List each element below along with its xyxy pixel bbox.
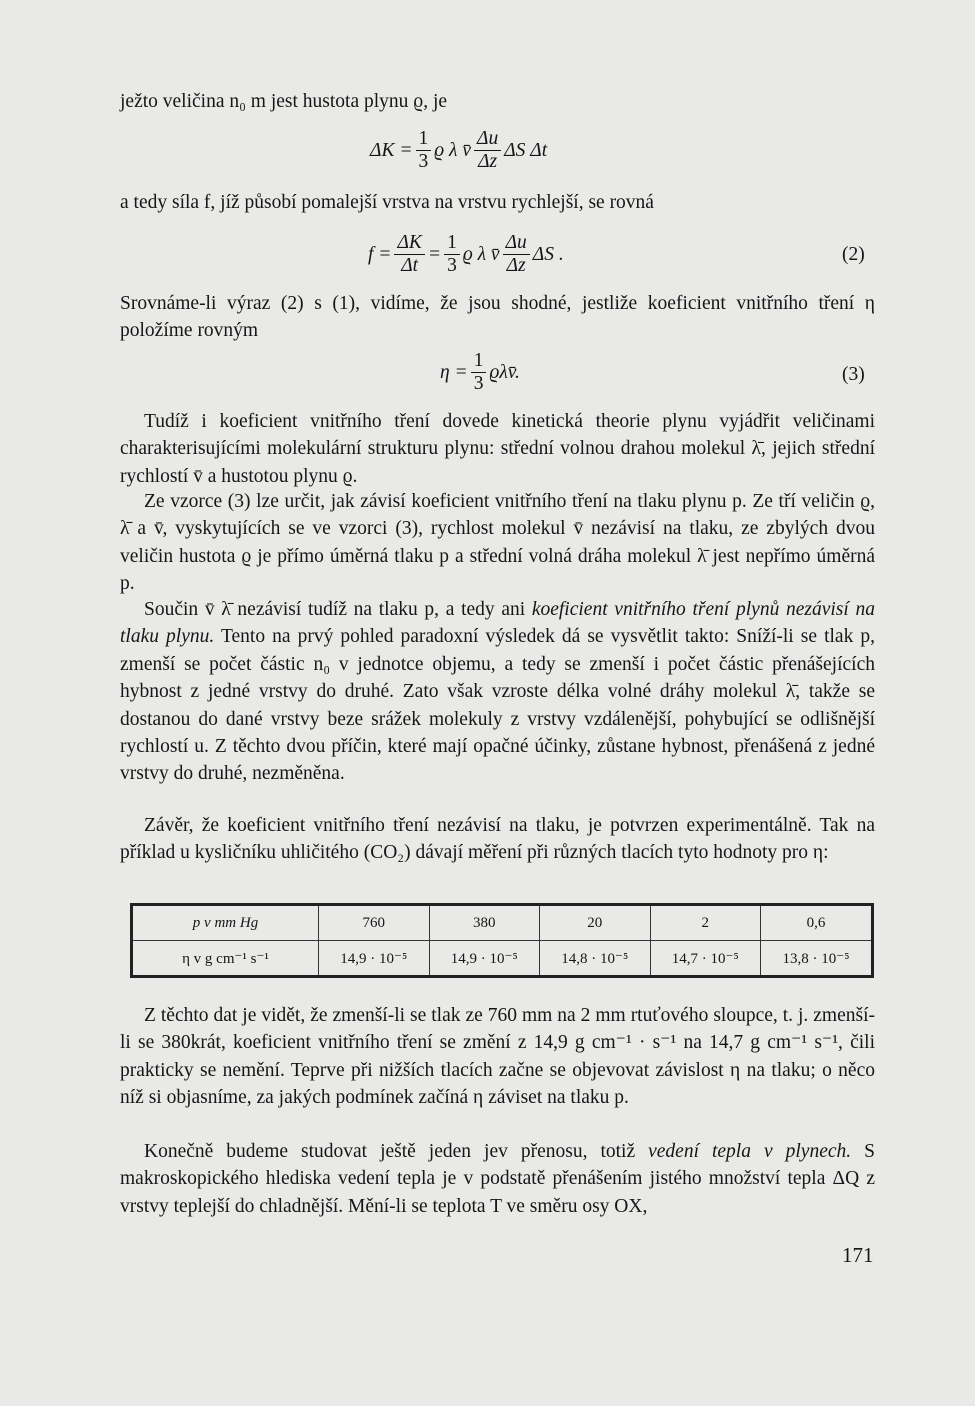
table-header-cell: 2 [650, 905, 761, 941]
data-paragraph: Z těchto dat je vidět, že zmenší-li se tlak ze 760 mm na 2 mm rtuťového sloupce, t. j. zmenší-li se 380krát, koeficient vnitřního tření se změní z 14,9 g cm⁻¹ · s⁻¹ na 14,7 g cm⁻¹ s⁻¹, čili prakticky se nemění. Teprve při nižších tlacích začne se objevovat závislost η na tlaku; o něco níž si objasníme, za jakých podmínek začíná η záviset na tlaku p. [120, 1005, 875, 1109]
equation-number-3: (3) [842, 364, 865, 385]
kinetic-paragraph: Tudíž i koeficient vnitřního tření dovede kinetická theorie plynu vyjádřit veličinami charakterisujícími molekulární strukturu plynu: střední volnou drahou molekul λ̄, jejich střední rychlostí v̄ a hustotou plynu ϱ. [120, 411, 875, 487]
table-cell: 14,8 · 10⁻⁵ [540, 941, 651, 977]
eq2-denominator-2: 3 [447, 255, 457, 276]
equation-2 [368, 232, 564, 277]
eq1-fraction-2 [474, 128, 501, 173]
table-cell: η v g cm⁻¹ s⁻¹ [132, 941, 319, 977]
equation-number-2: (2) [842, 244, 865, 265]
table-row [132, 905, 873, 941]
eq2-equals: = [427, 243, 442, 265]
eq1-denominator-2: Δz [478, 151, 498, 172]
intro-line: ježto veličina n₀ m jest hustota plynu ϱ, je [120, 91, 448, 112]
formula-paragraph: Ze vzorce (3) lze určit, jak závisí koeficient vnitřního tření na tlaku plynu p. Ze tří veličin ϱ, λ̄ a v̄, vyskytujících se ve vzorci (3), rychlost molekul v̄ nezávisí na tlaku, ze zbylých dvou veličin hustota ϱ je přímo úměrná tlaku p a střední volná dráha molekul λ̄ jest nepřímo úměrná p. [120, 491, 875, 595]
heat-emphasis: vedení tepla v plynech. [648, 1141, 852, 1162]
product-text-a: Součin v̄ λ̄ nezávisí tudíž na tlaku p, a tedy ani [144, 599, 532, 620]
product-emphasis: koeficient vnitřního tření plynů nezávisí na tlaku plynu. [120, 599, 875, 648]
heat-text-a: Konečně budeme studovat ještě jeden jev přenosu, totiž [144, 1141, 649, 1162]
eq1-right: ΔS Δt [504, 139, 548, 161]
eq2-right: ΔS . [532, 243, 564, 265]
eq2-numerator-3: Δu [503, 232, 530, 255]
table-row [132, 941, 873, 977]
table-header-cell: 760 [319, 905, 430, 941]
eq1-numerator: 1 [416, 128, 432, 151]
eq1-mid: ϱ λ v̄ [434, 139, 471, 161]
eq1-left: ΔK = [370, 139, 413, 161]
product-paragraph [120, 596, 875, 788]
eq3-left: η = [440, 361, 468, 383]
compare-paragraph: Srovnáme-li výraz (2) s (1), vidíme, že jsou shodné, jestliže koeficient vnitřního tření η položíme rovným [120, 293, 875, 342]
eq2-fraction-3 [503, 232, 530, 277]
eq2-numerator-1: ΔK [394, 232, 424, 255]
eq3-right: ϱλv̄. [489, 361, 520, 383]
product-text-b: Tento na prvý pohled paradoxní výsledek dá se vysvětlit takto: Sníží-li se tlak p, zmenší se počet částic n₀ v jednotce objemu, a tedy se zmenší i počet částic přenášejících hybnost z jedné vrstvy do druhé. Zato však vzroste délka volné dráhy molekul λ̄, takže se dostanou do dané vrstvy beze srážek molekuly z vrstvy vzdálenější, pohybující se odlišnější rychlostí u. Z těchto dvou příčin, které mají opačné účinky, zůstane hybnost, přenášená z jedné vrstvy do druhé, nezměněna. [120, 626, 875, 785]
equation-3 [440, 350, 520, 395]
heat-paragraph [120, 1138, 875, 1220]
eq2-fraction-2 [444, 232, 460, 277]
eq1-numerator-2: Δu [474, 128, 501, 151]
page-number: 171 [842, 1243, 874, 1267]
eq3-denominator: 3 [473, 373, 484, 394]
table-cell: 14,9 · 10⁻⁵ [429, 941, 540, 977]
table-header-cell: 0,6 [761, 905, 873, 941]
table-header-cell: p v mm Hg [132, 905, 319, 941]
table-cell: 13,8 · 10⁻⁵ [761, 941, 873, 977]
eq1-denominator: 3 [418, 151, 429, 172]
force-paragraph: a tedy síla f, jíž působí pomalejší vrstva na vrstvu rychlejší, se rovná [120, 192, 654, 213]
table-cell: 14,7 · 10⁻⁵ [650, 941, 761, 977]
eq2-fraction-1 [394, 232, 424, 277]
table-cell: 14,9 · 10⁻⁵ [319, 941, 430, 977]
eq2-denominator-3: Δz [506, 255, 526, 276]
eq3-numerator: 1 [471, 350, 487, 373]
conclusion-paragraph: Závěr, že koeficient vnitřního tření nezávisí na tlaku, je potvrzen experimentálně. Tak na příklad u kysličníku uhličitého (CO₂) dávají měření při různých tlacích tyto hodnoty pro η: [120, 815, 875, 864]
heat-text-b: S makroskopického hlediska vedení tepla je v podstatě přenášením jistého množství tepla ΔQ z vrstvy teplejší do chladnější. Mění-li se teplota T ve směru osy OX, [120, 1141, 875, 1217]
equation-1 [370, 128, 547, 173]
eq2-left: f = [368, 243, 392, 265]
eq1-fraction [416, 128, 432, 173]
viscosity-table [130, 903, 874, 978]
eq2-mid: ϱ λ v̄ [462, 243, 500, 265]
eq2-numerator-2: 1 [444, 232, 460, 255]
eq3-fraction [471, 350, 487, 395]
table-header-cell: 20 [540, 905, 651, 941]
eq2-denominator-1: Δt [401, 255, 419, 276]
table-header-cell: 380 [429, 905, 540, 941]
